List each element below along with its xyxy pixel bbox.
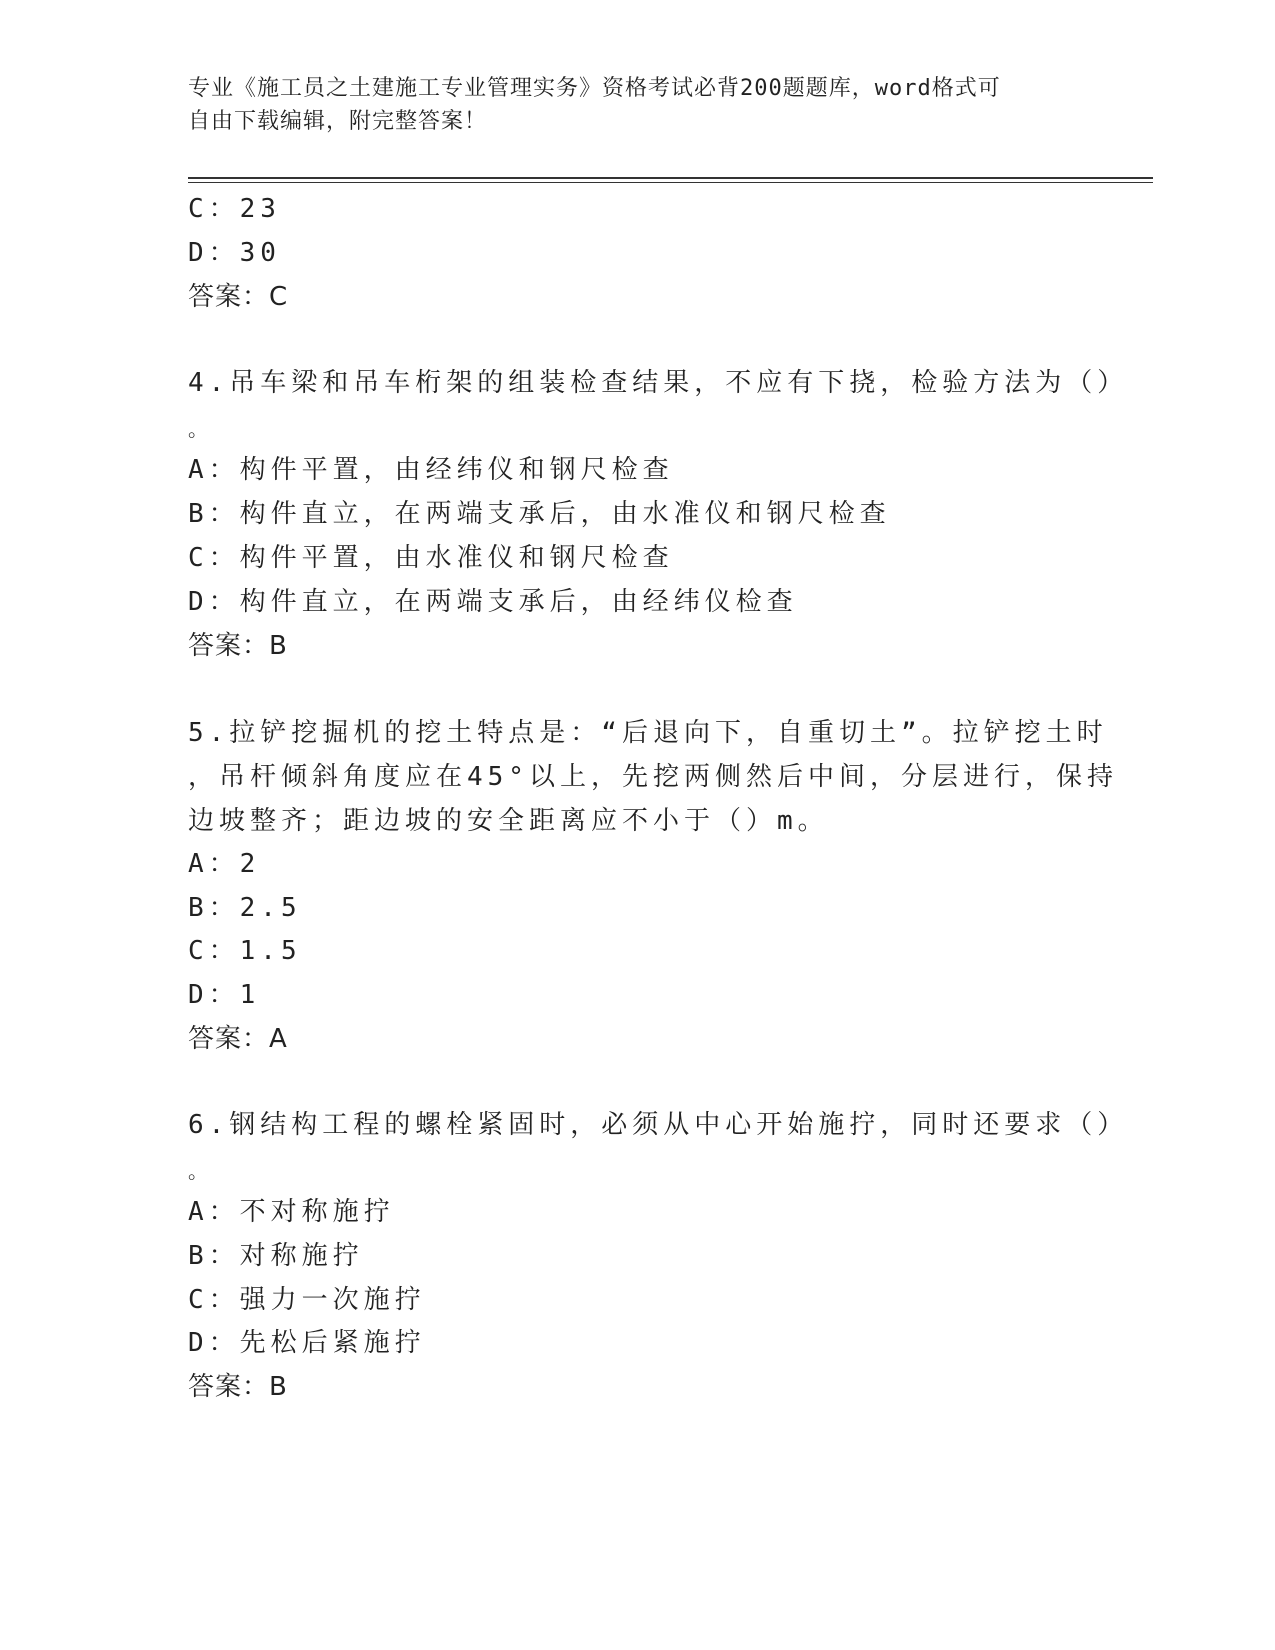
- q5-option-d: D：1: [188, 980, 261, 1010]
- q6-stem-line1: 6.钢结构工程的螺栓紧固时，必须从中心开始施拧，同时还要求（）: [188, 1110, 1129, 1140]
- q4-option-c: C：构件平置，由水准仪和钢尺检查: [188, 543, 674, 573]
- header-title-line2: 自由下载编辑，附完整答案！: [188, 109, 488, 134]
- q3-answer: 答案：C: [188, 282, 289, 312]
- q4-option-a: A：构件平置，由经纬仪和钢尺检查: [188, 455, 674, 485]
- q6-answer: 答案：B: [188, 1372, 288, 1402]
- header-divider-thick: [188, 177, 1153, 179]
- document-header: [188, 72, 1068, 138]
- q3-option-c: C：23: [188, 194, 281, 224]
- q4-stem-line1: 4.吊车梁和吊车桁架的组装检查结果，不应有下挠，检验方法为（）: [188, 368, 1129, 398]
- q6-option-a: A：不对称施拧: [188, 1197, 395, 1227]
- q4-answer: 答案：B: [188, 631, 288, 661]
- q3-option-d: D：30: [188, 238, 281, 268]
- q4-option-d: D：构件直立，在两端支承后，由经纬仪检查: [188, 587, 798, 617]
- q5-answer: 答案：A: [188, 1024, 288, 1054]
- q4-stem-line2: 。: [188, 417, 213, 441]
- q6-option-c: C：强力一次施拧: [188, 1285, 426, 1315]
- q6-option-b: B：对称施拧: [188, 1241, 364, 1271]
- header-title-line1: 专业《施工员之土建施工专业管理实务》资格考试必背200题题库，word格式可: [188, 76, 1001, 101]
- q6-option-d: D：先松后紧施拧: [188, 1328, 426, 1358]
- q5-stem-line3: 边坡整齐；距边坡的安全距离应不小于（）m。: [188, 806, 829, 836]
- header-divider-thin: [188, 182, 1153, 183]
- q5-option-a: A：2: [188, 849, 261, 879]
- q4-option-b: B：构件直立，在两端支承后，由水准仪和钢尺检查: [188, 499, 891, 529]
- q5-option-c: C：1.5: [188, 936, 302, 966]
- q5-option-b: B：2.5: [188, 893, 302, 923]
- q6-stem-line2: 。: [188, 1159, 213, 1183]
- q5-stem-line1: 5.拉铲挖掘机的挖土特点是：“后退向下，自重切土”。拉铲挖土时: [188, 718, 1108, 748]
- q5-stem-line2: ，吊杆倾斜角度应在45°以上，先挖两侧然后中间，分层进行，保持: [188, 762, 1118, 792]
